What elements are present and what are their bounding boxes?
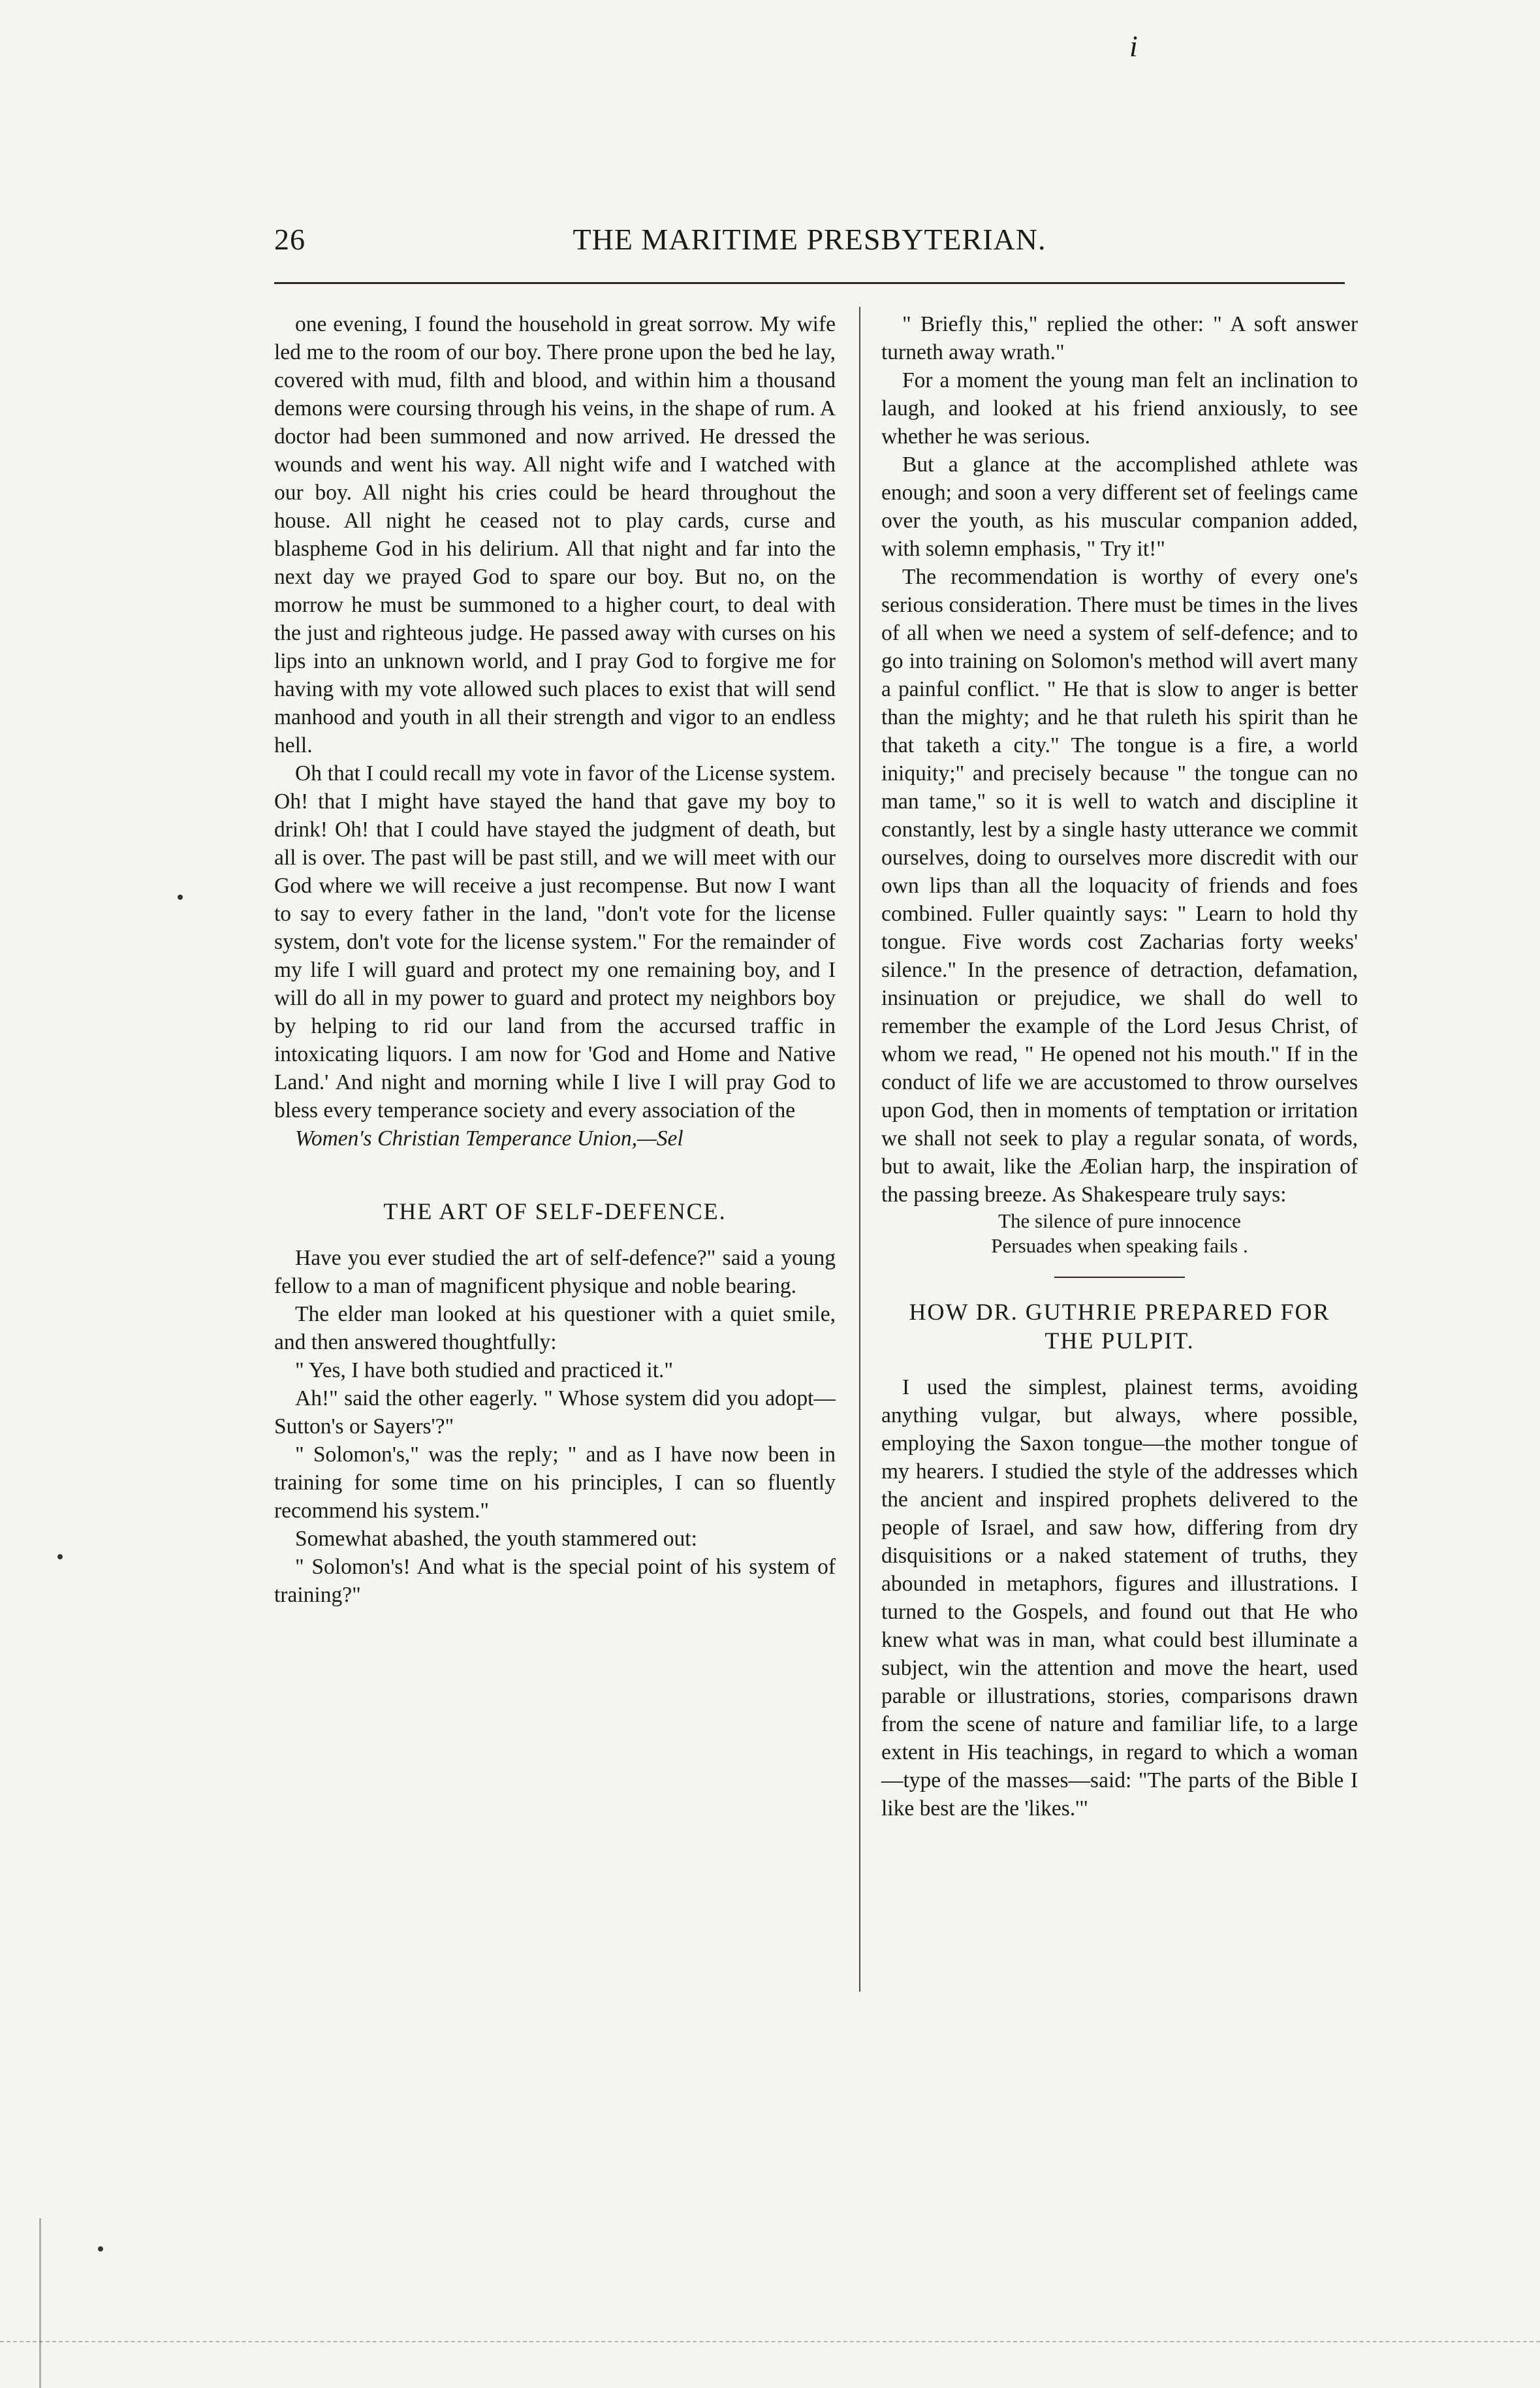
- margin-mark: [98, 2246, 103, 2252]
- paragraph: Ah!" said the other eagerly. " Whose system did you adopt—Sutton's or Sayers'?": [274, 1386, 836, 1439]
- section-rule: [1054, 1277, 1185, 1278]
- section-title-guthrie: HOW DR. GUTHRIE PREPARED FOR THE PULPIT.: [909, 1299, 1330, 1354]
- corner-mark: i: [1129, 29, 1138, 63]
- page-number: 26: [274, 223, 306, 256]
- paragraph: one evening, I found the household in great sorrow. My wife led me to the room of our boy. There prone upon the bed he lay, covered with mud, filth and blood, and within him a thousand demons were coursing through his veins, in the shape of rum. A doctor had been summoned and now arrived. He dressed the wounds and went his way. All night wife and I watched with our boy. All night his cries could be heard throughout the house. All night he ceased not to play cards, curse and blaspheme God in his delirium. All that night and far into the next day we prayed God to spare our boy. But no, on the morrow he must be summoned to a higher court, to deal with the just and righteous judge. He passed away with curses on his lips into an unknown world, and I pray God to forgive me for having with my vote allowed such places to exist that will send manhood and youth in all their strength and vigor to an endless hell.: [274, 312, 836, 757]
- publication-title: THE MARITIME PRESBYTERIAN.: [573, 223, 1046, 256]
- paragraph: But a glance at the accomplished athlete was enough; and soon a very different set of feelings came over the youth, as his muscular companion added, with solemn emphasis, " Try it!": [881, 453, 1358, 561]
- paragraph: The elder man looked at his questioner with a quiet smile, and then answered thoughtfully:: [274, 1302, 836, 1354]
- poem-quote: [881, 1209, 1358, 1258]
- paragraph: " Solomon's," was the reply; " and as I have now been in training for some time on his principles, I can so fluently recommend his system.": [274, 1442, 836, 1523]
- paragraph: Oh that I could recall my vote in favor of the License system. Oh! that I might have stayed the hand that gave my boy to drink! Oh! that I could have stayed the judgment of death, but all is over. The past will be past still, and we will meet with our God where we will receive a just recompense. But now I want to say to every father in the land, "don't vote for the license system, don't vote for the license system." For the remainder of my life I will guard and protect my one remaining boy, and I will do all in my power to guard and protect my neighbors boy by helping to rid our land from the accursed traffic in intoxicating liquors. I am now for 'God and Home and Native Land.' And night and morning while I live I will pray God to bless every temperance society and every association of the: [274, 761, 836, 1122]
- poem-line: Persuades when speaking fails .: [991, 1234, 1248, 1257]
- top-edge-noise: [0, 26, 1540, 46]
- paragraph: " Yes, I have both studied and practiced it.": [295, 1358, 674, 1382]
- paragraph: For a moment the young man felt an inclination to laugh, and looked at his friend anxiously, to see whether he was serious.: [881, 368, 1358, 449]
- paragraph: Have you ever studied the art of self-defence?" said a young fellow to a man of magnificent physique and noble bearing.: [274, 1246, 836, 1298]
- bottom-edge-noise: [0, 2341, 1540, 2362]
- paragraph: Somewhat abashed, the youth stammered out:: [295, 1527, 697, 1551]
- page-header: [274, 222, 1345, 268]
- attribution: Women's Christian Temperance Union,—Sel: [295, 1126, 684, 1151]
- paragraph: I used the simplest, plainest terms, avoiding anything vulgar, but always, where possible, employing the Saxon tongue—the mother tongue of my hearers. I studied the style of the addresses which the ancient and inspired prophets delivered to the people of Israel, and saw how, differing from dry disquisitions or a naked statement of truths, they abounded in metaphors, figures and illustrations. I turned to the Gospels, and found out that He who knew what was in man, what could best illuminate a subject, win the attention and move the heart, used parable or illustrations, stories, comparisons drawn from the scene of nature and familiar life, to a large extent in His teachings, in regard to which a woman—type of the masses—said: "The parts of the Bible I like best are the 'likes.'": [881, 1375, 1358, 1821]
- paragraph: The recommendation is worthy of every one's serious consideration. There must be times in the lives of all when we need a system of self-defence; and to go into training on Solomon's method will avert many a painful conflict. " He that is slow to anger is better than the mighty; and he that ruleth his spirit than he that taketh a city." The tongue is a fire, a world iniquity;" and precisely because " the tongue can no man tame," so it is well to watch and discipline it constantly, lest by a single hasty utterance we commit ourselves, doing to ourselves more discredit with our own lips than all the loquacity of friends and foes combined. Fuller quaintly says: " Learn to hold thy tongue. Five words cost Zacharias forty weeks' silence." In the presence of detraction, defamation, insinuation or prejudice, we shall do well to remember the example of the Lord Jesus Christ, of whom we read, " He opened not his mouth." If in the conduct of life we are accustomed to throw ourselves upon God, then in moments of temptation or irritation we shall not seek to play a regular sonata, of words, but to await, like the Æolian harp, the inspiration of the passing breeze. As Shakespeare truly says:: [881, 565, 1358, 1207]
- column-divider: [859, 307, 860, 1992]
- header-rule: [274, 282, 1345, 284]
- poem-line: The silence of pure innocence: [998, 1209, 1241, 1232]
- right-column: [881, 310, 1358, 1823]
- paragraph: " Solomon's! And what is the special point of his system of training?": [274, 1555, 836, 1607]
- section-title-self-defence: THE ART OF SELF-DEFENCE.: [383, 1198, 727, 1224]
- left-column: [274, 310, 836, 1609]
- margin-mark: [178, 895, 183, 900]
- binding-edge: [0, 2218, 41, 2388]
- margin-mark: [57, 1554, 63, 1559]
- paragraph: " Briefly this," replied the other: " A soft answer turneth away wrath.": [881, 312, 1358, 364]
